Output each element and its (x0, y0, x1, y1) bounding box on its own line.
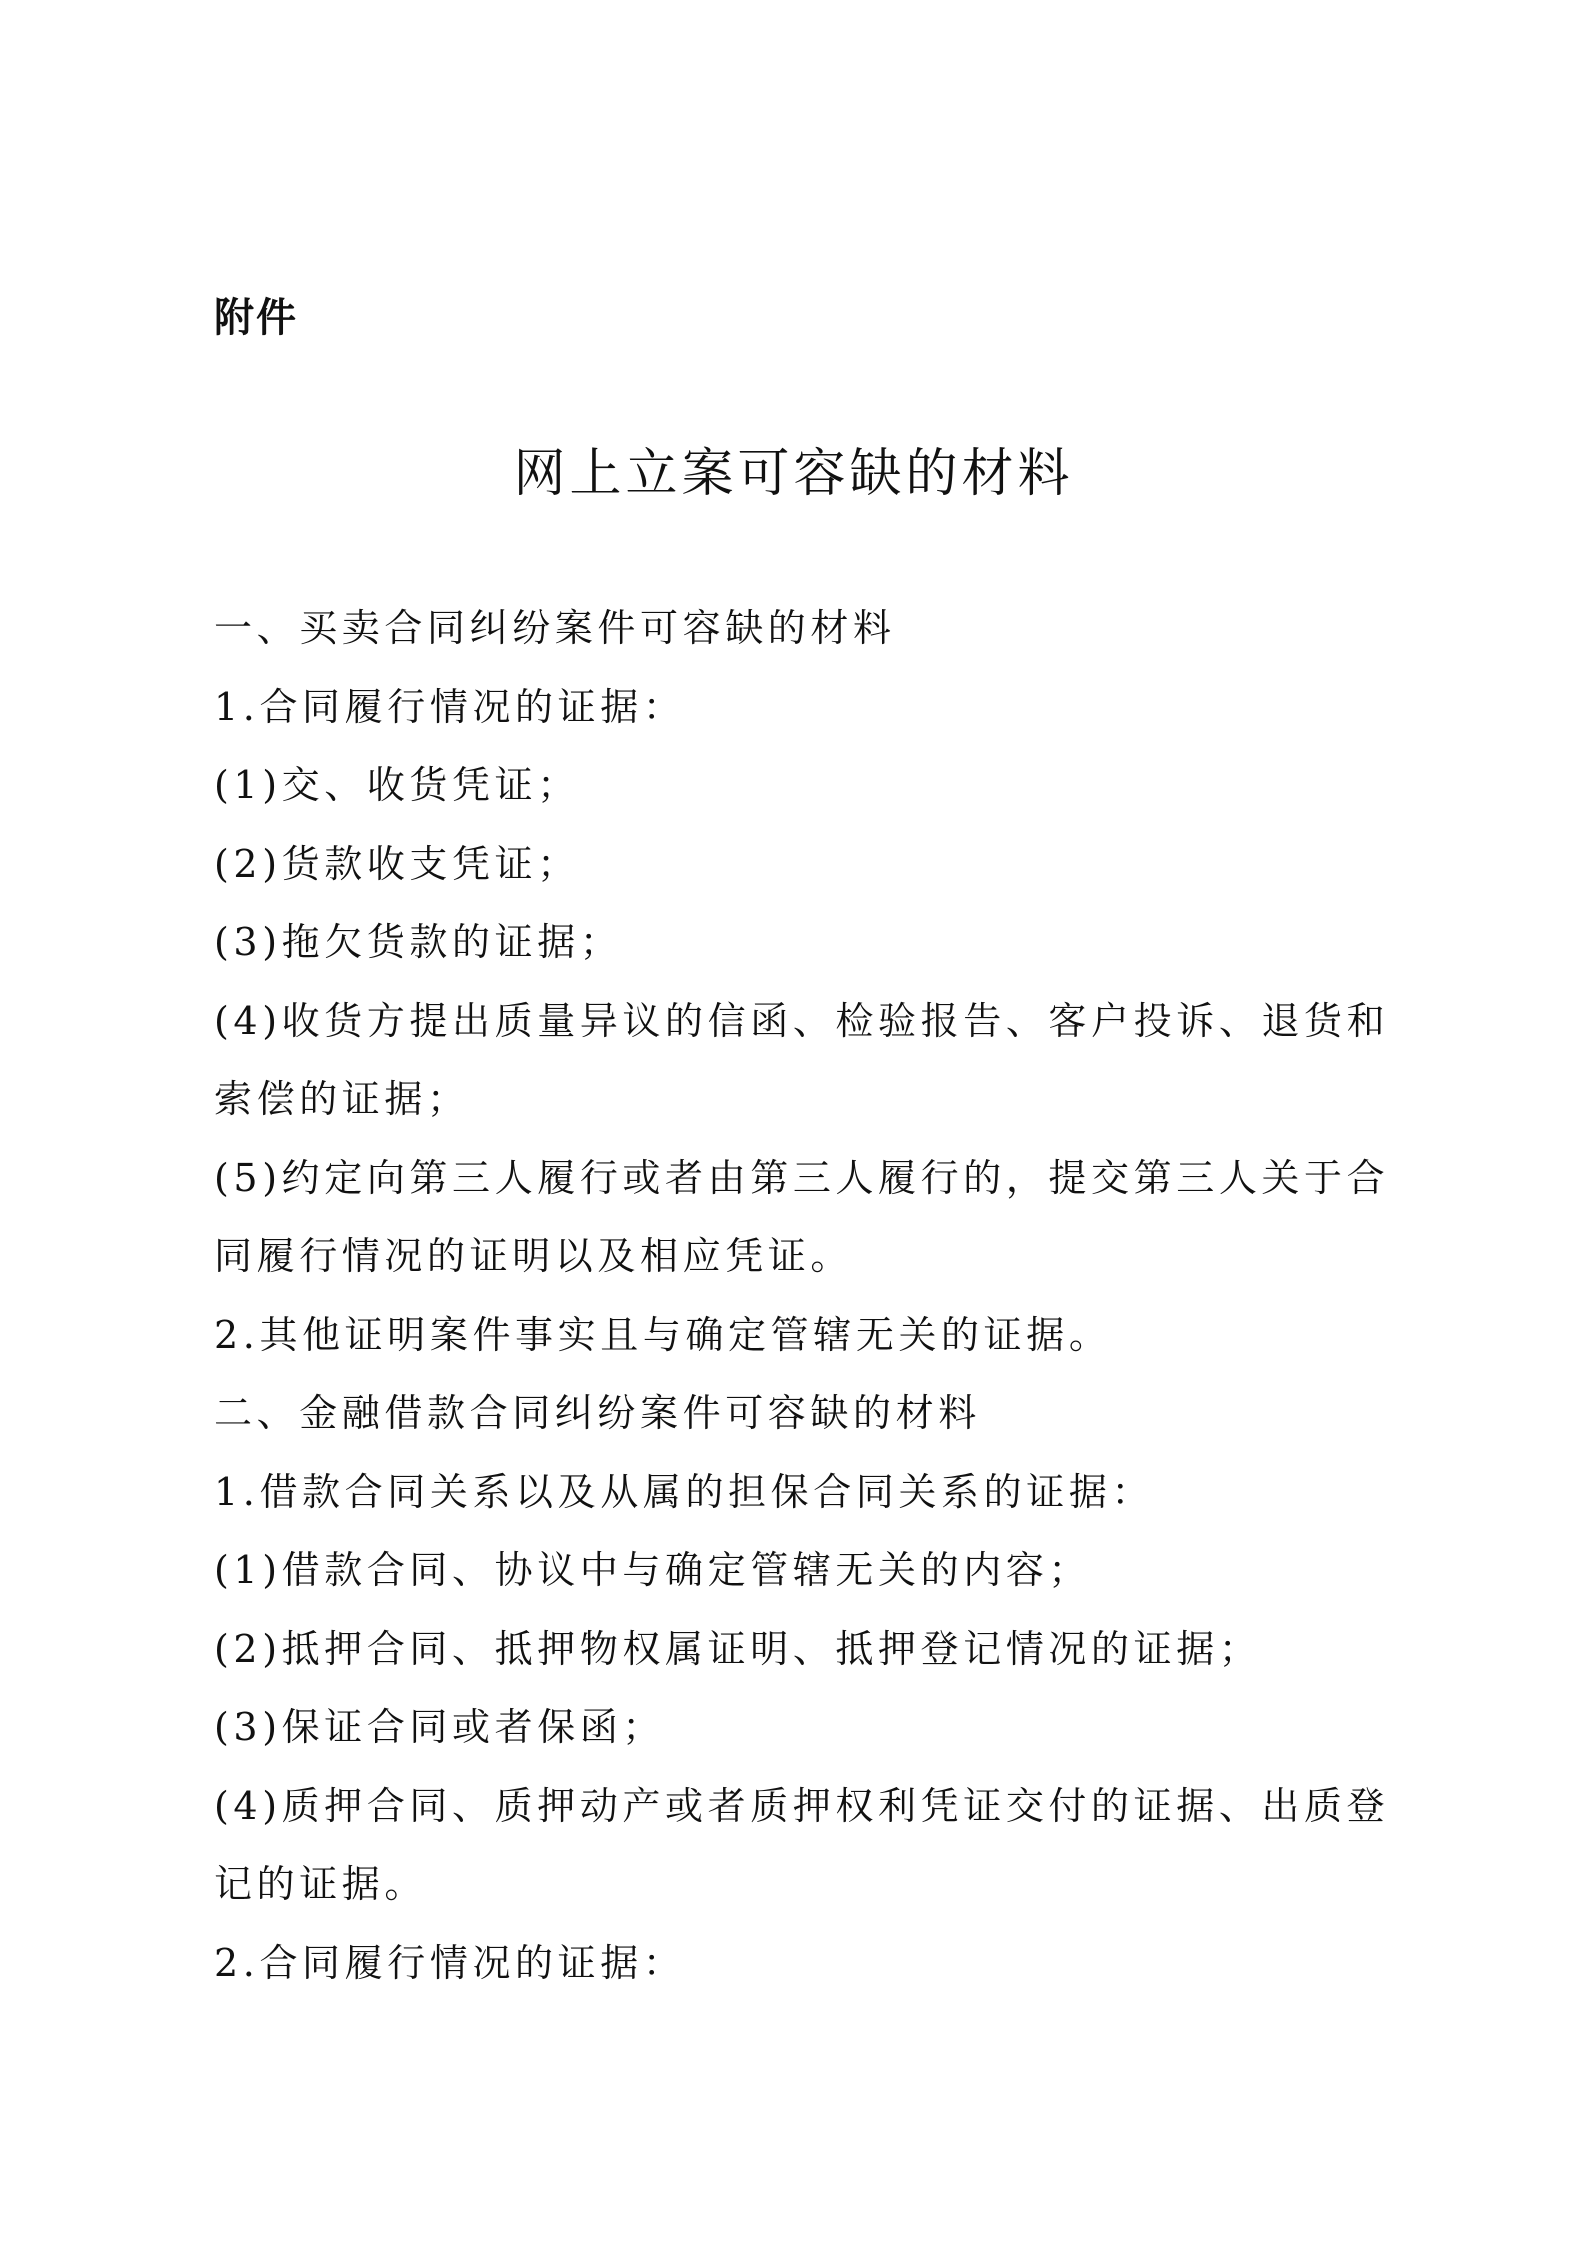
list-item-continuation: 记的证据。 (214, 1862, 428, 1906)
list-item: (3)保证合同或者保函； (214, 1705, 666, 1749)
section-heading-sales-contract: 一、买卖合同纠纷案件可容缺的材料 (214, 606, 896, 650)
list-item: 2.其他证明案件事实且与确定管辖无关的证据。 (214, 1312, 1112, 1357)
list-item: 1.借款合同关系以及从属的担保合同关系的证据： (214, 1469, 1155, 1514)
list-item-continuation: 索偿的证据； (214, 1077, 470, 1121)
list-item: (2)抵押合同、抵押物权属证明、抵押登记情况的证据； (214, 1626, 1262, 1671)
list-item: (2)货款收支凭证； (214, 841, 580, 886)
attachment-label: 附件 (214, 295, 298, 341)
list-item-continuation: 同履行情况的证明以及相应凭证。 (214, 1234, 854, 1278)
list-item: (4)收货方提出质量异议的信函、检验报告、客户投诉、退货和 (214, 998, 1390, 1043)
list-item: (4)质押合同、质押动产或者质押权利凭证交付的证据、出质登 (214, 1783, 1390, 1828)
document-body (214, 606, 1394, 2019)
document-title: 网上立案可容缺的材料 (513, 444, 1074, 504)
section-heading-loan-contract: 二、金融借款合同纠纷案件可容缺的材料 (214, 1391, 981, 1435)
list-item: (5)约定向第三人履行或者由第三人履行的，提交第三人关于合 (214, 1155, 1390, 1200)
list-item: (1)借款合同、协议中与确定管辖无关的内容； (214, 1548, 1092, 1592)
list-item: (1)交、收货凭证； (214, 763, 580, 807)
list-item: (3)拖欠货款的证据； (214, 920, 623, 964)
list-item: 1.合同履行情况的证据： (214, 684, 686, 729)
list-item: 2.合同履行情况的证据： (214, 1940, 686, 1985)
